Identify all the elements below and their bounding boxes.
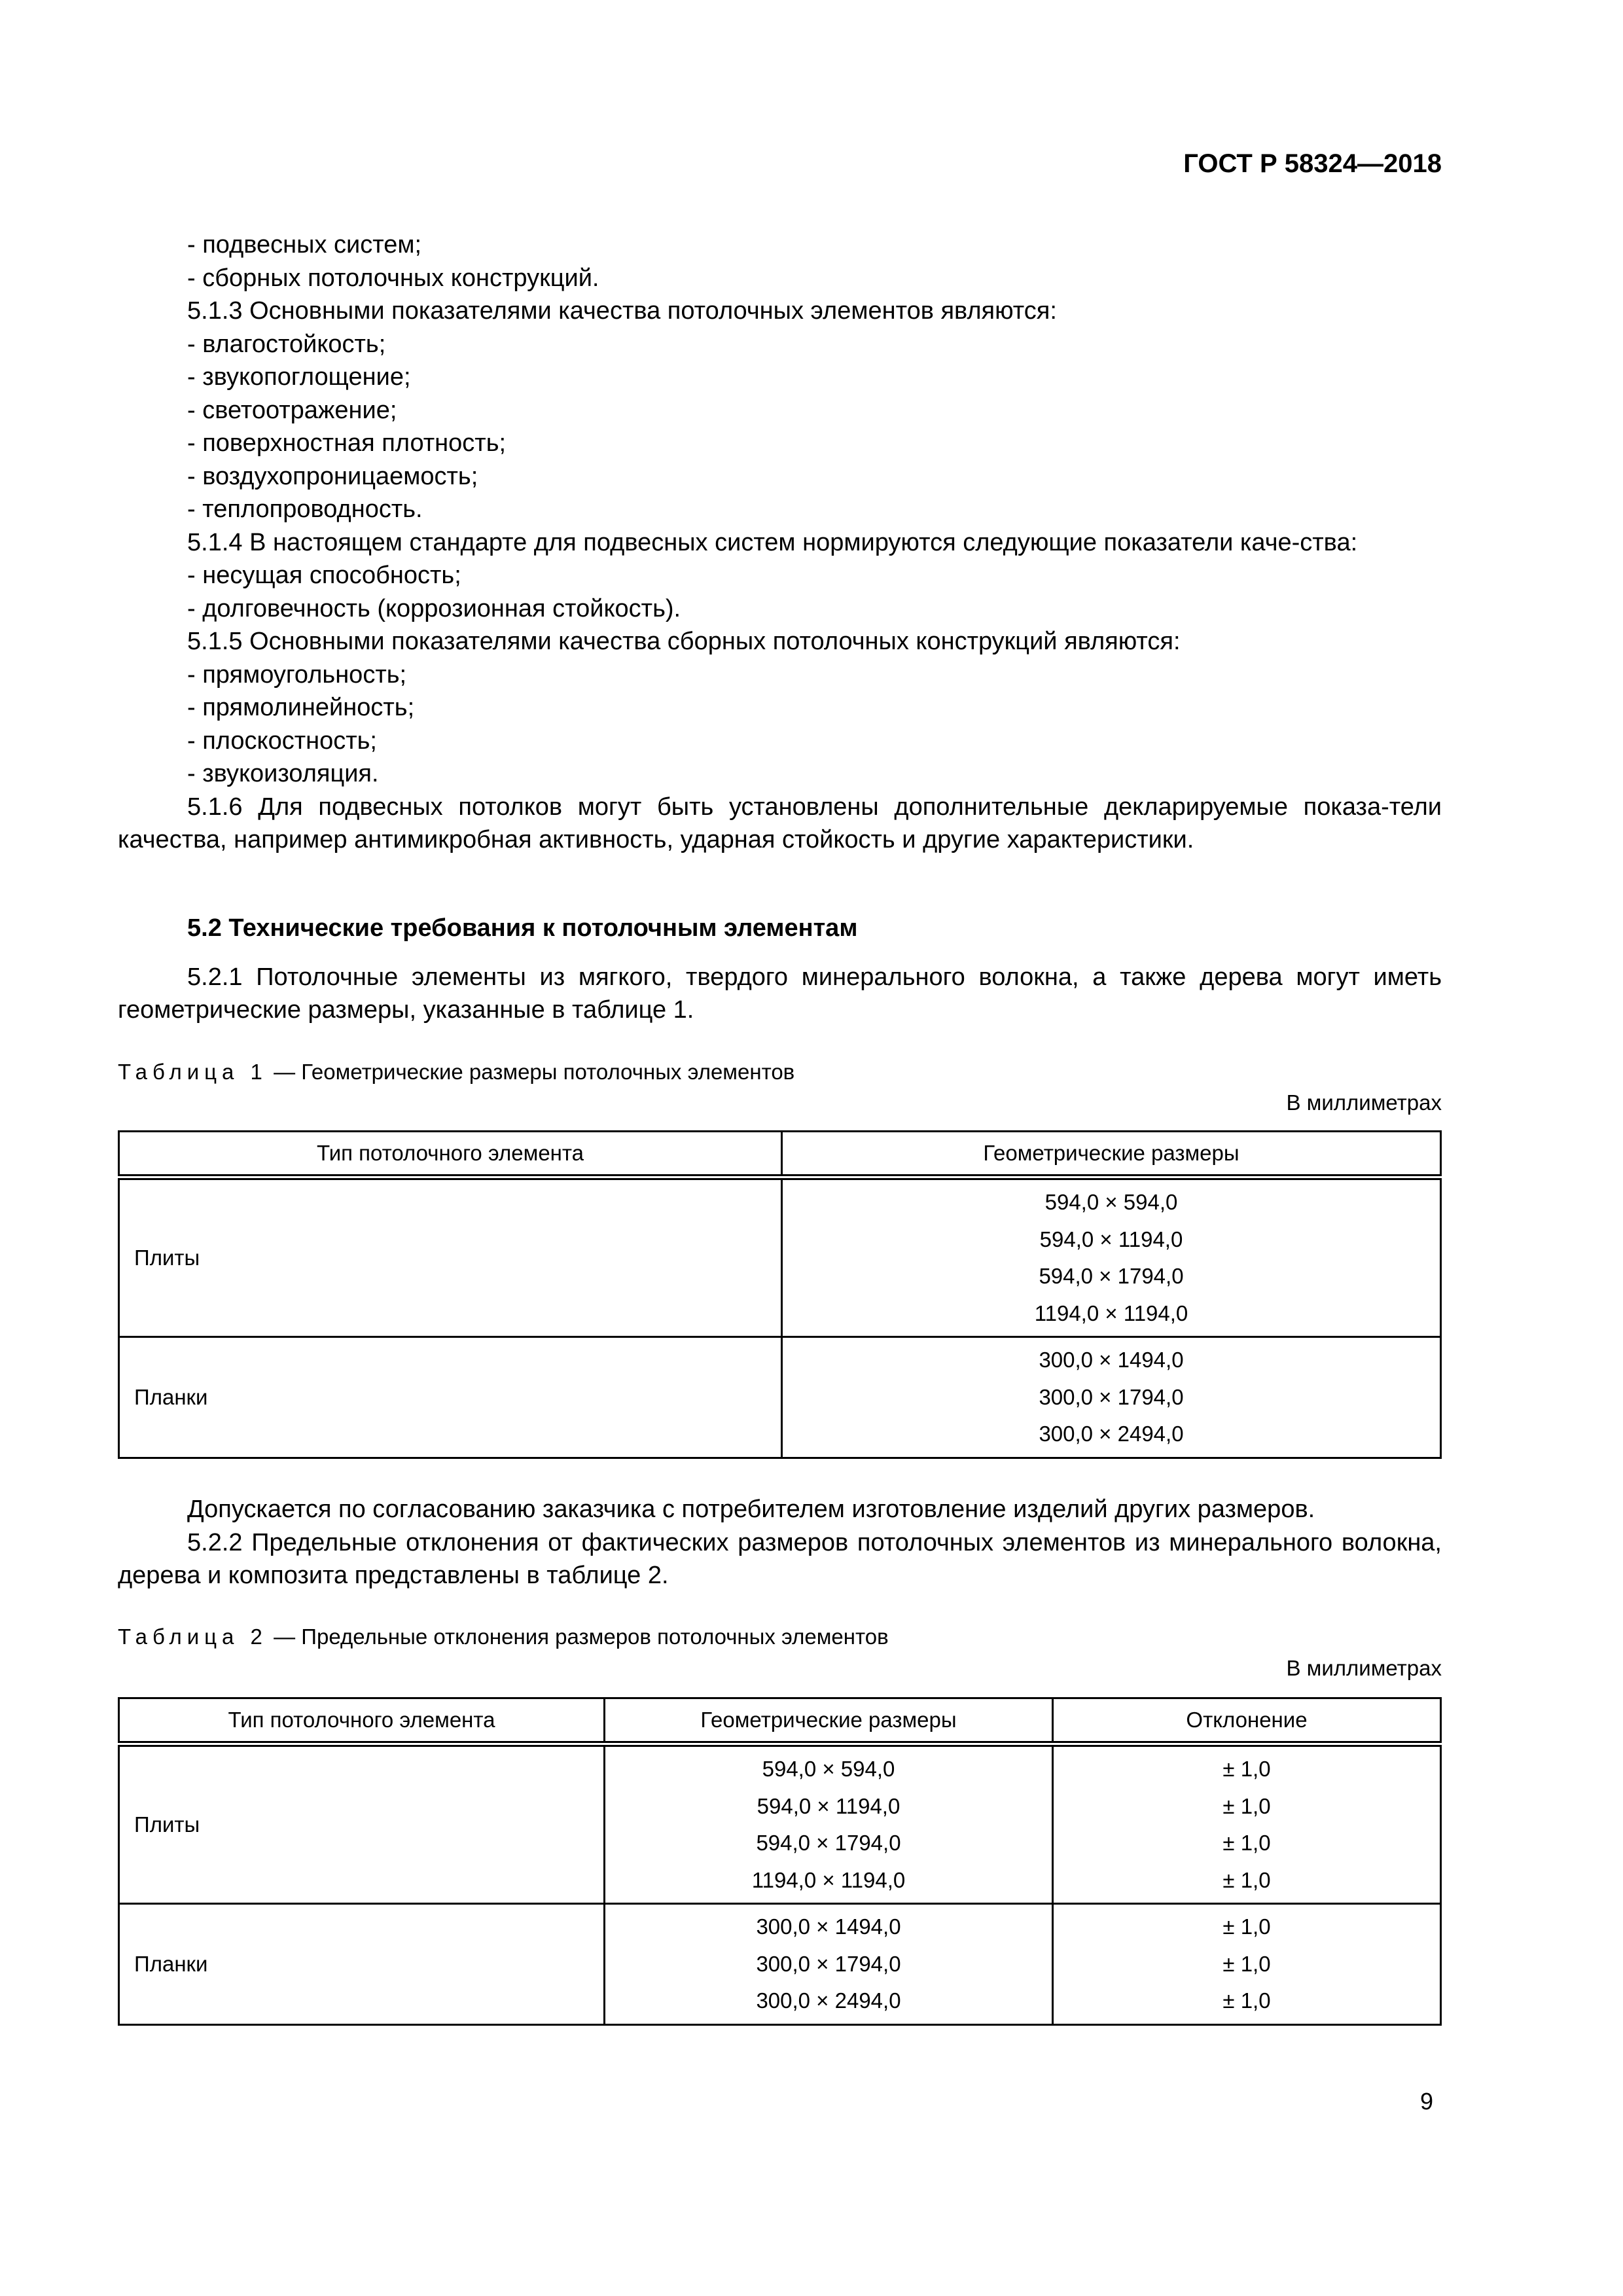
table-row <box>119 1337 1441 1458</box>
numbered-paragraph: 5.1.5 Основными показателями качества сборных потолочных конструкций являются: <box>187 628 1181 655</box>
table1-caption-label: Таблица 1 <box>118 1060 268 1084</box>
table2 <box>118 1697 1442 2026</box>
list-item: - воздухопроницаемость; <box>187 462 478 490</box>
size-value: 300,0 × 2494,0 <box>1039 1422 1184 1446</box>
list-item: - долговечность (коррозионная стойкость). <box>187 594 681 622</box>
cell-deviation <box>1053 1904 1441 2025</box>
deviation-value: ± 1,0 <box>1222 1831 1271 1855</box>
list-item: - теплопроводность. <box>187 495 423 523</box>
table-row <box>119 1177 1441 1337</box>
list-item: - влагостойкость; <box>187 330 386 358</box>
cell-sizes <box>782 1337 1441 1458</box>
list-item: - сборных потолочных конструкций. <box>187 264 599 292</box>
paragraph-5-2-1: 5.2.1 Потолочные элементы из мягкого, твердого минерального волокна, а также дерева могут иметь геометрические размеры, указанные в таблице 1. <box>118 963 1442 1024</box>
list-item: - плоскостность; <box>187 726 377 755</box>
size-value: 300,0 × 1794,0 <box>1039 1384 1184 1409</box>
table1-caption <box>118 1060 794 1085</box>
section-5-2 <box>118 912 1442 1027</box>
size-value: 1194,0 × 1194,0 <box>1034 1300 1188 1325</box>
size-value: 594,0 × 1794,0 <box>756 1831 901 1855</box>
cell-type: Плиты <box>119 1744 605 1904</box>
table1-caption-text: — Геометрические размеры потолочных элементов <box>267 1060 795 1084</box>
cell-sizes <box>605 1904 1053 2025</box>
deviation-value: ± 1,0 <box>1222 1988 1271 2013</box>
size-value: 1194,0 × 1194,0 <box>751 1867 906 1892</box>
table1-header-type: Тип потолочного элемента <box>119 1132 782 1177</box>
list-item: - светоотражение; <box>187 396 397 424</box>
table2-units: В миллиметрах <box>1286 1656 1442 1680</box>
document-id-header: ГОСТ Р 58324—2018 <box>1183 149 1442 178</box>
table2-caption-text: — Предельные отклонения размеров потолочных элементов <box>267 1624 889 1649</box>
table2-header-type: Тип потолочного элемента <box>119 1698 605 1744</box>
size-value: 594,0 × 1194,0 <box>1039 1227 1183 1251</box>
numbered-paragraph: 5.1.4 В настоящем стандарте для подвесных систем нормируются следующие показатели каче-ства: <box>187 528 1358 556</box>
deviation-value: ± 1,0 <box>1222 1867 1271 1892</box>
numbered-paragraph: 5.1.6 Для подвесных потолков могут быть установлены дополнительные декларируемые показа-тели качества, например антимикробная активность, ударная стойкость и другие характеристики. <box>118 793 1442 853</box>
table2-header-sizes: Геометрические размеры <box>605 1698 1053 1744</box>
cell-deviation <box>1053 1744 1441 1904</box>
paragraph-5-2-2: 5.2.2 Предельные отклонения от фактических размеров потолочных элементов из минерального волокна, дерева и композита представлены в таблице 2. <box>118 1528 1442 1589</box>
list-item: - прямолинейность; <box>187 694 415 721</box>
cell-type: Плиты <box>119 1177 782 1337</box>
list-item: - звукопоглощение; <box>187 363 411 391</box>
size-value: 300,0 × 1794,0 <box>756 1951 901 1976</box>
cell-type: Планки <box>119 1904 605 2025</box>
numbered-paragraph: 5.1.3 Основными показателями качества потолочных элементов являются: <box>187 297 1057 325</box>
page-number: 9 <box>1420 2088 1434 2115</box>
body-text-section-5-1 <box>118 228 1442 857</box>
list-item: - звукоизоляция. <box>187 760 379 787</box>
deviation-value: ± 1,0 <box>1222 1951 1271 1976</box>
list-item: - несущая способность; <box>187 562 461 589</box>
deviation-value: ± 1,0 <box>1222 1793 1271 1818</box>
table1-units: В миллиметрах <box>1286 1090 1442 1115</box>
table-row <box>119 1904 1441 2025</box>
table1-header-sizes: Геометрические размеры <box>782 1132 1441 1177</box>
list-item: - подвесных систем; <box>187 231 422 259</box>
size-value: 594,0 × 594,0 <box>1044 1190 1178 1214</box>
table1 <box>118 1130 1442 1459</box>
table2-caption <box>118 1624 889 1649</box>
deviation-value: ± 1,0 <box>1222 1914 1271 1939</box>
table2-caption-label: Таблица 2 <box>118 1624 268 1649</box>
list-item: - поверхностная плотность; <box>187 429 507 457</box>
size-value: 594,0 × 1794,0 <box>1039 1264 1184 1288</box>
size-value: 594,0 × 594,0 <box>762 1757 895 1781</box>
size-value: 300,0 × 1494,0 <box>756 1914 901 1939</box>
section-heading: 5.2 Технические требования к потолочным элементам <box>187 914 858 942</box>
size-value: 594,0 × 1194,0 <box>757 1793 901 1818</box>
list-item: - прямоугольность; <box>187 660 407 689</box>
table-row <box>119 1744 1441 1904</box>
cell-sizes <box>782 1177 1441 1337</box>
text-between-tables <box>118 1493 1442 1592</box>
cell-type: Планки <box>119 1337 782 1458</box>
size-value: 300,0 × 1494,0 <box>1039 1348 1184 1372</box>
cell-sizes <box>605 1744 1053 1904</box>
size-value: 300,0 × 2494,0 <box>756 1988 901 2013</box>
paragraph-allowance: Допускается по согласованию заказчика с потребителем изготовление изделий других размеров. <box>187 1496 1315 1523</box>
table2-header-deviation: Отклонение <box>1053 1698 1441 1744</box>
deviation-value: ± 1,0 <box>1222 1757 1271 1781</box>
